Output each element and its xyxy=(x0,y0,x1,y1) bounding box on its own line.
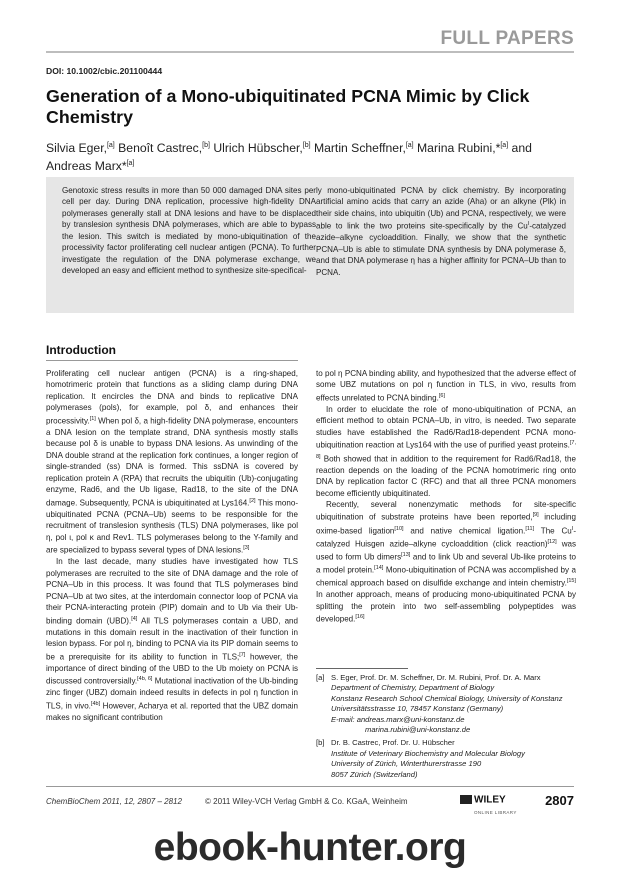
affiliation-rule xyxy=(316,668,408,669)
text-run: and to link Ub and several Ub-like proteins to a model protein. xyxy=(316,552,576,575)
affiliations xyxy=(316,673,576,783)
body-paragraph xyxy=(316,404,576,499)
citation-ref[interactable]: [10] xyxy=(394,525,404,532)
affiliation-line: University of Zürich, Winterthurerstrasse 190 xyxy=(331,759,482,769)
author-name: Martin Scheffner, xyxy=(313,141,406,156)
text-run: Mutational inactivation of the Ub-binding zinc finger (UBZ) domain indeed results in defects in pol η function in TLS, in vivo. xyxy=(46,676,298,711)
affiliation-line[interactable]: E-mail: andreas.marx@uni-konstanz.de xyxy=(331,714,465,724)
text-run: In the last decade, many studies have investigated how TLS polymerases are recruited to the site of DNA damage and the role of PCNA–Ub in this process. It was found that TLS polymerases bind PCNA–Ub at two sites, at the interdomain connector loop of PCNA via their PCNA-interacting protein (PIP) domain and to Ub via their Ub-binding domain (UBD). xyxy=(46,557,298,626)
text-run: Proliferating cell nuclear antigen (PCNA) is a ring-shaped, homotrimeric protein that functions as a sliding clamp during DNA replication. It encircles the DNA and binds to replicative DNA polymerases (pols), for example, pol δ, and enhances their processivity. xyxy=(46,369,298,426)
affiliation-address xyxy=(331,673,563,735)
citation-ref[interactable]: [4b, 6] xyxy=(137,676,153,683)
author-name: Ulrich Hübscher, xyxy=(213,141,303,156)
citation-ref[interactable]: [13] xyxy=(401,551,411,558)
text-run: ly mono-ubiquitinated PCNA by click chemistry. By incorporating artificial amino acids that carry an azide (Aha) or an alkyne (Plk) in their side chains, into ubiquitin (Ub) and PCNA, respectively, we were able to link the two proteins site-specifically by the Cu xyxy=(316,186,566,232)
text-run: and native chemical ligation. xyxy=(403,526,526,536)
citation-ref[interactable]: [9] xyxy=(532,512,539,519)
text-run: was used to form Ub dimers xyxy=(316,539,577,562)
affiliation-line: Dr. B. Castrec, Prof. Dr. U. Hübscher xyxy=(331,738,455,748)
publisher-name: WILEY xyxy=(474,794,506,806)
publisher-subtitle: ONLINE LIBRARY xyxy=(474,810,517,815)
text-run: In another approach, means of producing mono-ubiquitinated PCNA by splitting the protein into two self-assembling polypeptides was developed. xyxy=(316,590,576,624)
author-name: Benoît Castrec, xyxy=(118,141,203,156)
text-run: However, Acharya et al. reported that the UBZ domain makes no significant contribution xyxy=(46,701,299,722)
text-run: Genotoxic stress results in more than 50 000 damaged DNA sites per cell per day. During DNA replication, processive high-fidelity DNA polymerases generally stall at DNA lesions and have to be displaced by translesion synthesis DNA polymerases, which are able to bypass the lesion. This switch is mediated by mono-ubiquitination of the processivity factor proliferating cell nuclear antigen (PCNA). To further investigate the regulation of the DNA polymerase exchange, we developed an easy and efficient method to synthesize site-specifical- xyxy=(62,186,316,276)
citation-ref[interactable]: I xyxy=(527,221,530,228)
citation-ref[interactable]: [1] xyxy=(89,415,96,422)
text-run: Mono-ubiquitination of PCNA was accomplished by a chemical approach based on disulfide exchange and intein chemistry. xyxy=(316,565,576,588)
citation-ref[interactable]: [6] xyxy=(438,392,445,399)
abstract-column-right xyxy=(316,185,566,278)
author-affiliation-ref: [a] xyxy=(500,142,509,149)
affiliation-tag: [a] xyxy=(316,673,325,682)
text-run: All TLS polymerases contain a UBD, and mutations in this domain result in the inactivation of their function in lesion bypass. For pol η, binding to PCNA via its PIP domain seems to be a prerequisite for its ability to function in TLS; xyxy=(46,616,298,662)
citation-ref[interactable]: [4] xyxy=(131,615,138,622)
wiley-logo xyxy=(460,791,517,815)
header-rule xyxy=(46,51,574,53)
footer-rule xyxy=(46,786,574,787)
text-run: Both showed that in addition to the requirement for Rad6/Rad18, the reaction depends on the loading of the PCNA homotrimeric ring onto DNA by replication factor C (RFC) and that all three PCNA monomers become efficiently ubiquitinated. xyxy=(316,454,576,498)
citation-ref[interactable]: [11] xyxy=(525,525,535,532)
text-run: -catalyzed Huisgen azide–alkyne cycloaddition (click reaction) xyxy=(316,526,576,549)
citation-ref[interactable]: [3] xyxy=(243,545,250,552)
affiliation-line: Konstanz Research School Chemical Biology, University of Konstanz xyxy=(331,693,563,703)
watermark: ebook-hunter.org xyxy=(153,826,467,869)
author-name: and Andreas Marx* xyxy=(46,141,532,174)
affiliation-tag: [b] xyxy=(316,738,325,748)
affiliation-line: Department of Chemistry, Department of Biology xyxy=(331,683,495,693)
affiliation-item xyxy=(316,738,576,780)
affiliation-address xyxy=(331,738,525,780)
section-heading: Introduction xyxy=(46,343,116,357)
footer-citation: ChemBioChem 2011, 12, 2807 – 2812 xyxy=(46,797,182,806)
body-paragraph xyxy=(46,556,298,723)
abstract-box xyxy=(46,177,574,313)
text-run: In order to elucidate the role of mono-ubiquitination of PCNA, an efficient method to obtain PCNA–Ub, in vitro, is needed. Two separate studies have established the Rad6/Rad18-dependent PCNA mono-ubiquitination reaction at Lys164 with the use of purified yeast proteins. xyxy=(316,405,576,451)
body-paragraph xyxy=(46,368,298,556)
body-paragraph xyxy=(316,499,576,625)
affiliation-line: Universitätsstrasse 10, 78457 Konstanz (Germany) xyxy=(331,704,504,714)
author-affiliation-ref: [a] xyxy=(106,142,115,149)
text-run: The Cu xyxy=(534,526,572,536)
author-affiliation-ref: [b] xyxy=(202,142,210,149)
citation-ref[interactable]: [7, 8] xyxy=(316,440,576,460)
text-run: -catalyzed azide–alkyne cycloaddition. Finally, we show that the synthetic PCNA–Ub is able to stimulate DNA synthesis by DNA polymerase δ, and that DNA polymerase η has a higher affinity for PCNA–Ub than to PCNA. xyxy=(316,222,566,277)
citation-ref[interactable]: [14] xyxy=(374,564,384,571)
author-name: Marina Rubini,* xyxy=(417,141,501,156)
affiliation-line: 8057 Zürich (Switzerland) xyxy=(331,769,418,779)
section-label: FULL PAPERS xyxy=(440,28,574,49)
citation-ref[interactable]: [4b] xyxy=(90,700,101,707)
wiley-logo-icon xyxy=(460,795,472,804)
author-name: Silvia Eger, xyxy=(46,141,107,156)
citation-ref[interactable]: [16] xyxy=(355,614,365,621)
affiliation-item xyxy=(316,673,576,735)
citation-ref[interactable]: I xyxy=(571,525,574,532)
page-number: 2807 xyxy=(545,793,574,808)
body-column-left xyxy=(46,368,298,723)
text-run: however, the importance of direct binding of the UBD to the Ub moiety on PCNA is discussed controversially. xyxy=(46,652,298,686)
text-run: When pol δ, a high-fidelity DNA polymerase, encounters a DNA lesion on the template strand, DNA synthesis mostly stalls because pol δ is unable to bypass DNA lesions. As unwinding of the DNA double strand at the replication fork continues, a longer region of single-stranded (ss) DNA is formed. This ssDNA is covered by replication protein A (RPA) that recruits the ubiquitin (Ub)-conjugating enzyme, Rad6, and the Ub ligase, Rad18, to the site of the DNA damage. Subsequently, PCNA is ubiquitinated at Lys164. xyxy=(46,416,298,508)
author-list xyxy=(46,138,576,174)
affiliation-line[interactable]: marina.rubini@uni-konstanz.de xyxy=(365,725,471,735)
body-column-right xyxy=(316,368,576,625)
article-title: Generation of a Mono-ubiquitinated PCNA Mimic by Click Chemistry xyxy=(46,86,530,127)
citation-ref[interactable]: [7] xyxy=(239,651,246,658)
footer-copyright: © 2011 Wiley-VCH Verlag GmbH & Co. KGaA, Weinheim xyxy=(205,797,408,806)
citation-ref[interactable]: [12] xyxy=(547,538,557,545)
text-run: This mono-ubiquitinated PCNA (PCNA–Ub) seems to be responsible for the recruitment of translesion synthesis (TLS) DNA polymerases, like pol η, pol ι, pol κ and Rev1. TLS polymerases belong to the Y-family and are specialized to bypass several types of DNA lesions. xyxy=(46,498,298,555)
text-run: Recently, several nonenzymatic methods for site-specific ubiquitination of substrate proteins have been reported, xyxy=(316,500,576,523)
doi[interactable]: DOI: 10.1002/cbic.201100444 xyxy=(46,66,163,76)
author-affiliation-ref: [a] xyxy=(405,142,414,149)
affiliation-line: S. Eger, Prof. Dr. M. Scheffner, Dr. M. Rubini, Prof. Dr. A. Marx xyxy=(331,673,541,682)
author-affiliation-ref: [b] xyxy=(302,142,311,149)
text-run: including oxime-based ligation xyxy=(316,513,576,536)
affiliation-line: Institute of Veterinary Biochemistry and Molecular Biology xyxy=(331,748,525,758)
author-affiliation-ref: [a] xyxy=(126,160,135,168)
citation-ref[interactable]: [15] xyxy=(566,578,576,585)
section-rule xyxy=(46,360,298,361)
citation-ref[interactable]: [2] xyxy=(249,497,256,504)
text-run: to pol η PCNA binding ability, and hypothesized that the adverse effect of some UBZ mutations on pol η function in TLS, in vivo, results from effects unrelated to PCNA binding. xyxy=(316,369,576,403)
body-paragraph xyxy=(316,368,576,404)
abstract-column-left xyxy=(62,185,316,277)
